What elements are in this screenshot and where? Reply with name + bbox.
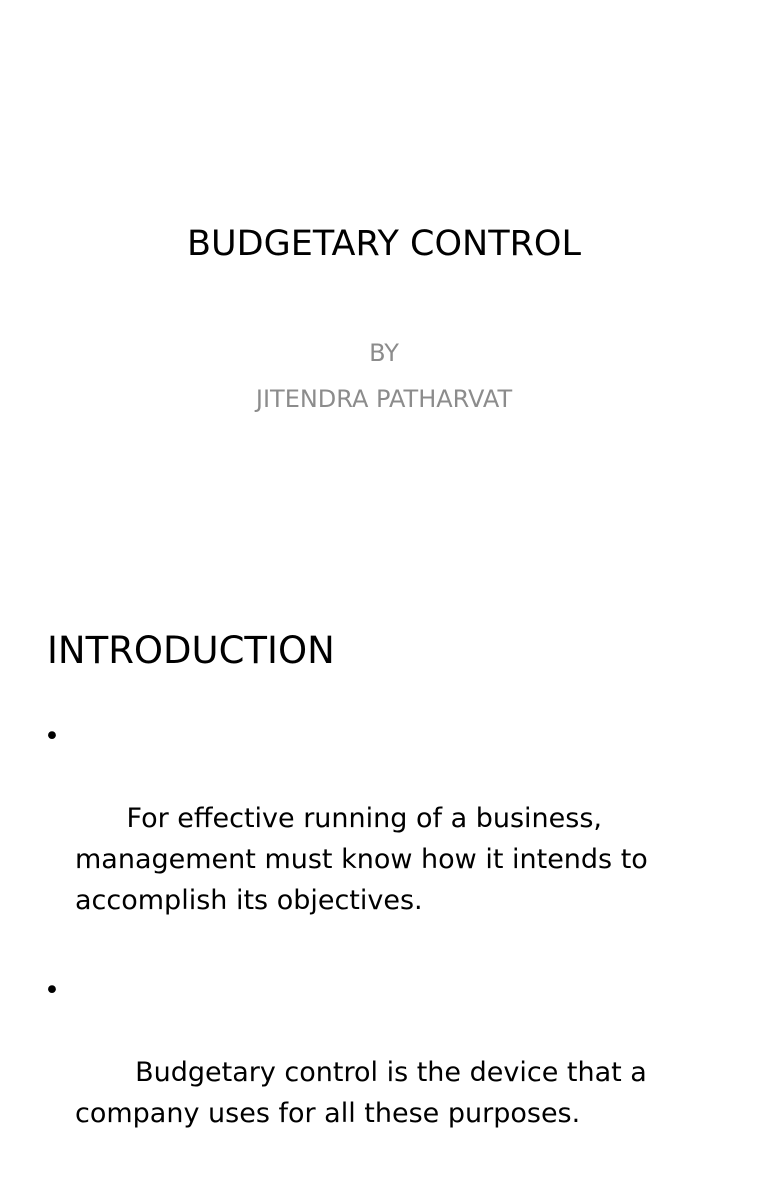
introduction-heading: INTRODUCTION — [47, 629, 335, 672]
bullet-icon: • — [44, 975, 60, 1006]
subtitle-author: JITENDRA PATHARVAT — [255, 385, 513, 413]
bullet-icon: • — [44, 721, 60, 752]
introduction-slide — [0, 576, 768, 1129]
bullet-item — [44, 716, 734, 962]
slide-title: BUDGETARY CONTROL — [187, 224, 581, 264]
bullet-item — [44, 970, 734, 1175]
bullet-text: Budgetary control is the device that a company uses for all these purposes. — [75, 1057, 656, 1129]
bullet-list — [44, 716, 734, 1183]
bullet-text: For effective running of a business, management must know how it intends to accomplish its objectives. — [75, 803, 657, 916]
title-slide — [0, 0, 768, 576]
subtitle-by: BY — [369, 339, 399, 367]
